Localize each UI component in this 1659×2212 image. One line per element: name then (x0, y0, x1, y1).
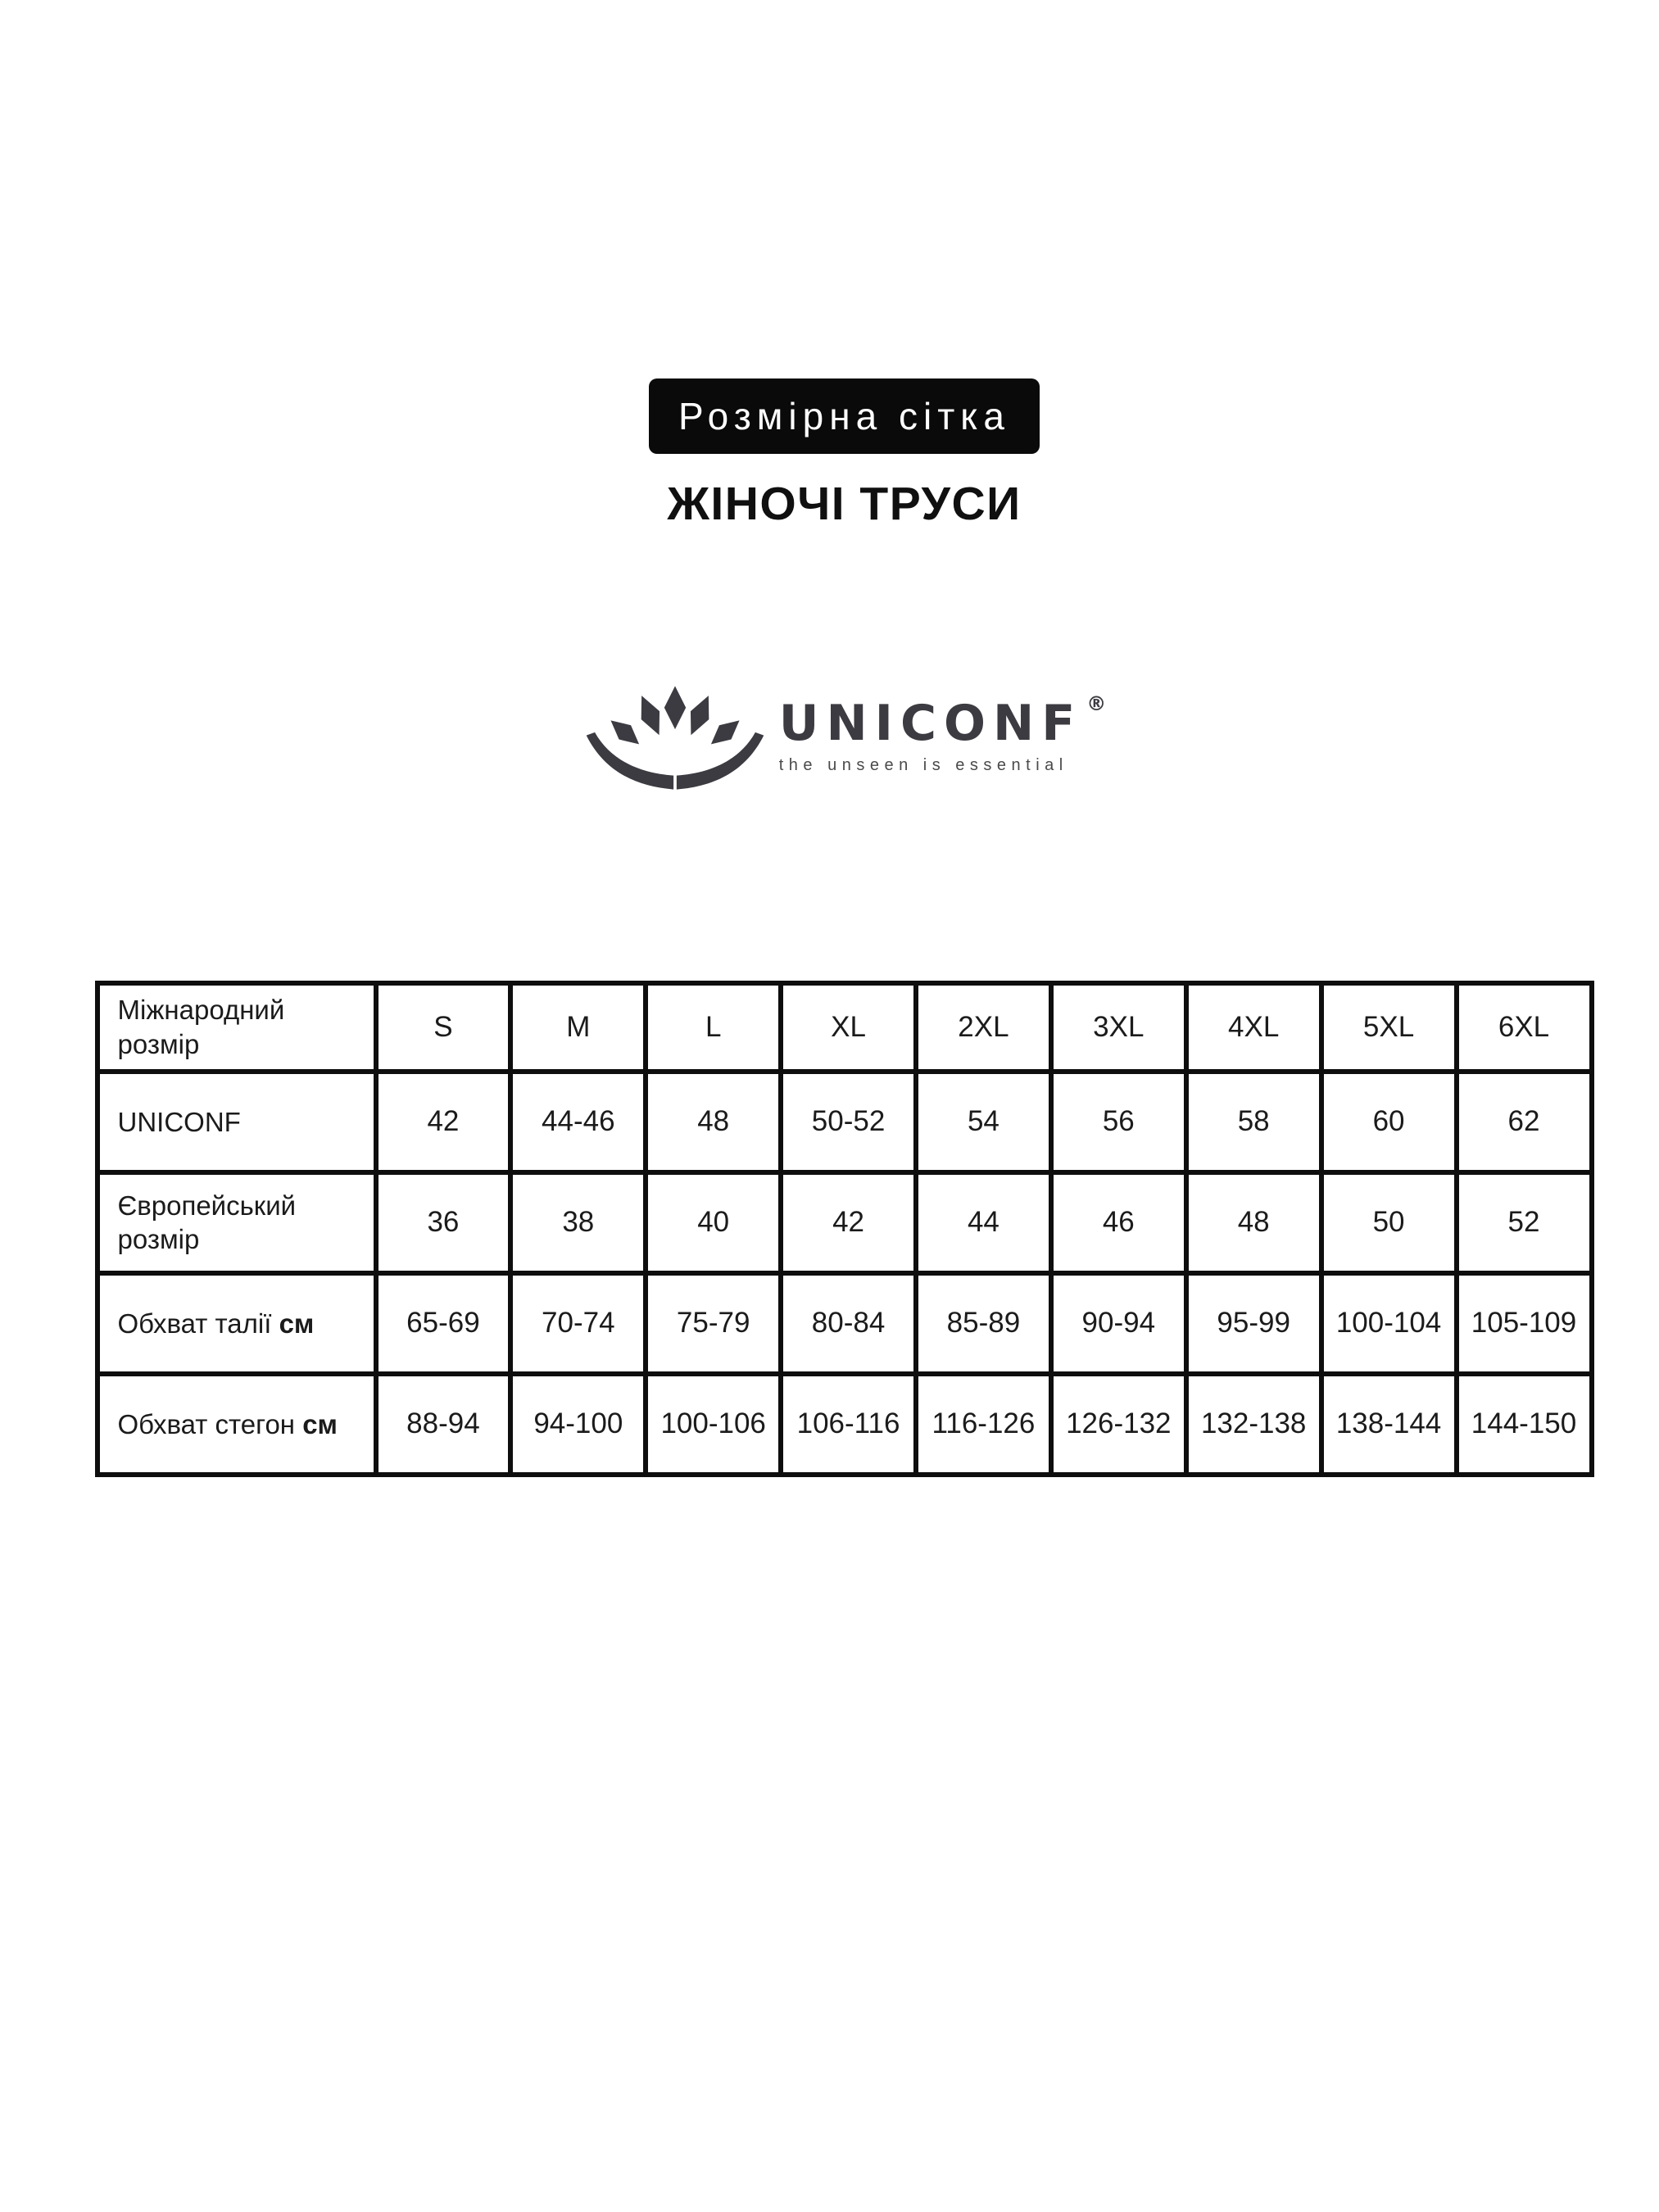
size-value-cell: 50-52 (781, 1072, 916, 1172)
table-row (97, 1374, 1592, 1475)
page-title: ЖІНОЧІ ТРУСИ (667, 478, 1022, 530)
registered-mark: ® (1086, 692, 1107, 716)
size-value-cell: 106-116 (781, 1374, 916, 1475)
size-value-cell: 100-104 (1321, 1273, 1457, 1374)
size-value-cell: 90-94 (1051, 1273, 1186, 1374)
size-value-cell: 3XL (1051, 983, 1186, 1072)
size-value-cell: 6XL (1457, 983, 1592, 1072)
size-value-cell: 126-132 (1051, 1374, 1186, 1475)
size-value-cell: 54 (916, 1072, 1051, 1172)
brand-name: UNICONF (778, 695, 1083, 753)
size-value-cell: 38 (510, 1172, 646, 1273)
size-value-cell: 70-74 (510, 1273, 646, 1374)
size-value-cell: 44 (916, 1172, 1051, 1273)
row-label: Європейський розмір (117, 1190, 297, 1255)
row-label-unit: см (295, 1408, 338, 1439)
size-value-cell: S (376, 983, 511, 1072)
row-label: Міжнародний розмір (117, 995, 285, 1059)
size-value-cell: 52 (1457, 1172, 1592, 1273)
banner (649, 378, 1040, 454)
brand-logo (582, 679, 1107, 796)
size-value-cell: 46 (1051, 1172, 1186, 1273)
size-value-cell: 48 (646, 1072, 781, 1172)
row-label: UNICONF (117, 1106, 241, 1137)
size-value-cell: 36 (376, 1172, 511, 1273)
table-row (97, 983, 1592, 1072)
size-value-cell: 85-89 (916, 1273, 1051, 1374)
size-value-cell: 58 (1186, 1072, 1321, 1172)
banner-text: Розмірна сітка (678, 395, 1011, 437)
size-value-cell: 88-94 (376, 1374, 511, 1475)
size-value-cell: 95-99 (1186, 1273, 1321, 1374)
size-value-cell: 75-79 (646, 1273, 781, 1374)
size-table (95, 981, 1594, 1477)
row-label-cell (97, 1172, 376, 1273)
table-row (97, 1072, 1592, 1172)
size-value-cell: 100-106 (646, 1374, 781, 1475)
size-value-cell: 42 (376, 1072, 511, 1172)
size-value-cell: 50 (1321, 1172, 1457, 1273)
size-value-cell: L (646, 983, 781, 1072)
brand-wordmark (778, 692, 1107, 753)
row-label-cell (97, 1374, 376, 1475)
row-label-cell (97, 1072, 376, 1172)
size-value-cell: 48 (1186, 1172, 1321, 1273)
size-value-cell: 4XL (1186, 983, 1321, 1072)
size-value-cell: 116-126 (916, 1374, 1051, 1475)
size-value-cell: 2XL (916, 983, 1051, 1072)
row-label: Обхват стегон (117, 1408, 296, 1439)
size-value-cell: 60 (1321, 1072, 1457, 1172)
size-value-cell: 65-69 (376, 1273, 511, 1374)
brand-tagline: the unseen is essential (778, 756, 1068, 775)
size-value-cell: 40 (646, 1172, 781, 1273)
row-label-unit: см (271, 1308, 315, 1339)
size-value-cell: 80-84 (781, 1273, 916, 1374)
size-value-cell: 44-46 (510, 1072, 646, 1172)
logo-text-block (778, 692, 1107, 775)
size-value-cell: 144-150 (1457, 1374, 1592, 1475)
size-value-cell: 94-100 (510, 1374, 646, 1475)
row-label-cell (97, 983, 376, 1072)
size-value-cell: 105-109 (1457, 1273, 1592, 1374)
size-value-cell: 42 (781, 1172, 916, 1273)
size-value-cell: 132-138 (1186, 1374, 1321, 1475)
size-value-cell: M (510, 983, 646, 1072)
size-value-cell: 5XL (1321, 983, 1457, 1072)
size-value-cell: 138-144 (1321, 1374, 1457, 1475)
row-label: Обхват талії (117, 1308, 272, 1339)
size-value-cell: 56 (1051, 1072, 1186, 1172)
size-chart-page (15, 0, 1659, 1477)
lotus-flower-icon (582, 679, 768, 796)
table-row (97, 1273, 1592, 1374)
row-label-cell (97, 1273, 376, 1374)
size-value-cell: XL (781, 983, 916, 1072)
table-row (97, 1172, 1592, 1273)
size-value-cell: 62 (1457, 1072, 1592, 1172)
